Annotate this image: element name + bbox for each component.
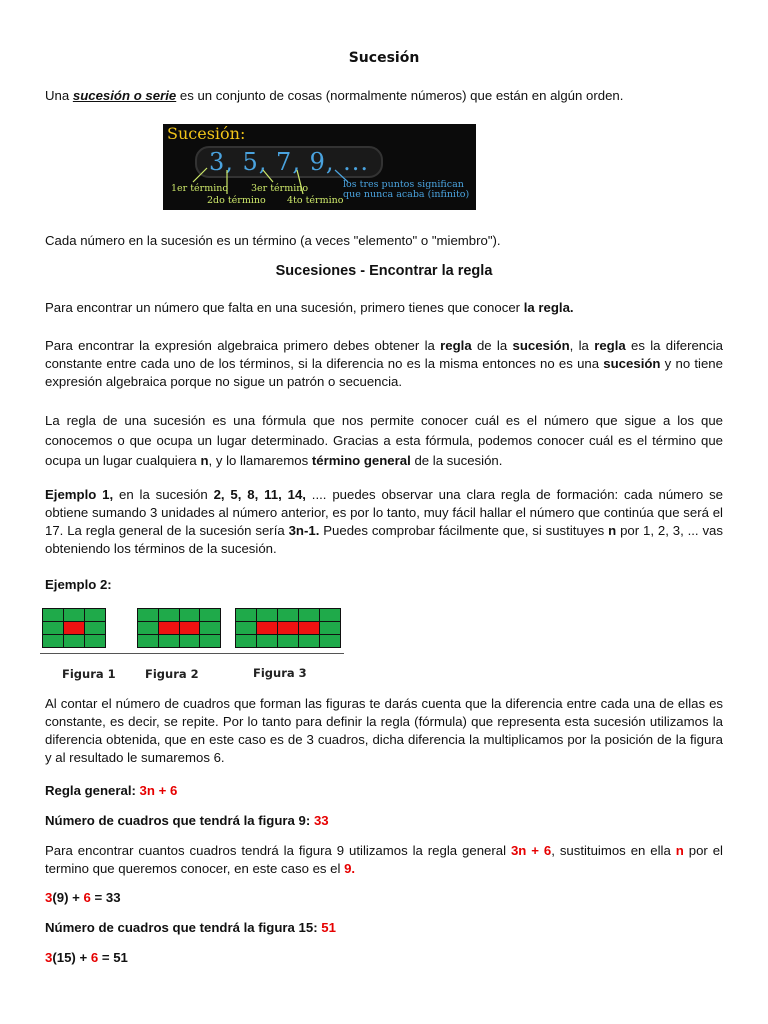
fig9-t2: , sustituimos en ella — [551, 843, 676, 858]
expr-t3: , la — [569, 338, 595, 353]
green-square — [43, 635, 63, 647]
ex1-t1: en la sucesión — [113, 487, 214, 502]
formula-paragraph — [45, 411, 723, 471]
green-square — [236, 622, 256, 634]
formula-t3: de la sucesión. — [410, 453, 503, 468]
expr-t5: y no tiene expresión algebraica porque no sigue un patrón o secuencia. — [45, 356, 723, 389]
green-square — [236, 609, 256, 621]
ex1-b1: Ejemplo 1, — [45, 487, 114, 502]
green-square — [85, 609, 105, 621]
intro-paragraph — [45, 87, 723, 105]
green-square — [159, 635, 179, 647]
green-square — [299, 635, 319, 647]
figure9-paragraph — [45, 842, 723, 878]
formula-b1: n — [200, 453, 209, 468]
green-square — [180, 609, 200, 621]
calc15-d: = 51 — [98, 950, 128, 965]
section-title: Sucesiones - Encontrar la regla — [275, 263, 493, 279]
green-square — [200, 622, 220, 634]
calc9-d: = 33 — [90, 890, 121, 905]
green-square — [64, 635, 84, 647]
ex1-t4: por 1, 2, 3, ... vas obteniendo los términos de la sucesión. — [45, 523, 723, 556]
illustration-note — [343, 180, 469, 200]
fig9-r3: 9. — [344, 861, 356, 876]
green-square — [320, 609, 340, 621]
calc9-c: 6 — [83, 890, 91, 905]
fig9-t3: por el termino que queremos conocer, en este caso es el — [45, 843, 723, 876]
ex1-b3: 3n-1. — [288, 523, 320, 538]
intro-term: sucesión o serie — [72, 88, 177, 103]
label-term-3: 3er término — [251, 183, 309, 194]
red-square — [180, 622, 200, 634]
green-square — [299, 609, 319, 621]
green-square — [138, 622, 158, 634]
green-square — [138, 609, 158, 621]
expr-t1: Para encontrar la expresión algebraica primero debes obtener la — [45, 338, 441, 353]
figure-3-label: Figura 3 — [253, 666, 307, 680]
expr-b3: regla — [594, 338, 626, 353]
ex1-t3: Puedes comprobar fácilmente que, si sustituyes — [319, 523, 609, 538]
q9-label: Número de cuadros que tendrá la figura 9: — [45, 813, 314, 828]
calculation-15 — [45, 949, 723, 967]
expr-b1: regla — [440, 338, 472, 353]
general-rule — [45, 782, 723, 800]
ex1-b4: n — [608, 523, 617, 538]
red-square — [257, 622, 277, 634]
term-paragraph: Cada número en la sucesión es un término (a veces "elemento" o "miembro"). — [45, 233, 501, 248]
green-square — [43, 609, 63, 621]
expr-t2: de la — [471, 338, 513, 353]
count-paragraph: Al contar el número de cuadros que forman las figuras te darás cuenta que la diferencia entre cada una de ellas es constante, es decir, se repite. Por lo tanto para definir la regla (fórmula) que representa esta sucesión utilizamos la diferencia obtenida, que en este caso es de 3 cuadros, dicha diferencia la multiplicamos por la posición de la figura y al resultado le sumaremos 6. — [45, 696, 723, 765]
example1-paragraph — [45, 486, 723, 558]
label-term-4: 4to término — [287, 195, 344, 206]
formula-t2: , y lo llamaremos — [208, 453, 312, 468]
calculation-9 — [45, 889, 723, 907]
green-square — [257, 609, 277, 621]
figure-2-grid — [137, 608, 221, 648]
figures-baseline — [40, 653, 344, 654]
green-square — [200, 609, 220, 621]
q9-value: 33 — [313, 813, 329, 828]
red-square — [299, 622, 319, 634]
figure-1-grid — [42, 608, 106, 648]
expr-b4: sucesión — [603, 356, 661, 371]
green-square — [278, 609, 298, 621]
red-square — [278, 622, 298, 634]
sequence-illustration — [163, 124, 476, 210]
figures-illustration — [40, 600, 344, 690]
intro-pre: Una — [45, 88, 73, 103]
general-rule-label: Regla general: — [45, 783, 140, 798]
label-term-1: 1er término — [171, 183, 229, 194]
example2-title: Ejemplo 2: — [45, 577, 112, 592]
green-square — [64, 609, 84, 621]
expr-t4: es la diferencia constante entre cada uno de los términos, si la diferencia no es la misma entonces no es una — [45, 338, 723, 371]
calc9-a: 3 — [45, 890, 53, 905]
red-square — [159, 622, 179, 634]
fig9-r1: 3n + 6 — [510, 843, 552, 858]
fig9-t1: Para encontrar cuantos cuadros tendrá la figura 9 utilizamos la regla general — [45, 843, 511, 858]
note-line-1: los tres puntos significan — [343, 179, 464, 190]
green-square — [236, 635, 256, 647]
green-square — [138, 635, 158, 647]
figure-2-label: Figura 2 — [145, 667, 199, 681]
green-square — [159, 609, 179, 621]
expr-b2: sucesión — [512, 338, 570, 353]
red-square — [64, 622, 84, 634]
green-square — [180, 635, 200, 647]
formula-b2: término general — [311, 453, 411, 468]
q15-label: Número de cuadros que tendrá la figura 15: — [45, 920, 322, 935]
formula-t1: La regla de una sucesión es una fórmula que nos permite conocer cuál es el número que sigue a los que conocemos o que ocupa un lugar determinado. Gracias a esta fórmula, podemos conocer cuál es el término que ocupa un lugar cualquiera — [45, 413, 723, 468]
label-term-2: 2do término — [207, 195, 266, 206]
calc9-b: (9) + — [52, 890, 84, 905]
green-square — [278, 635, 298, 647]
general-rule-value: 3n + 6 — [139, 783, 178, 798]
green-square — [320, 635, 340, 647]
green-square — [320, 622, 340, 634]
figure-1-label: Figura 1 — [62, 667, 116, 681]
fig9-r2: n — [675, 843, 684, 858]
calc15-a: 3 — [45, 950, 53, 965]
green-square — [85, 635, 105, 647]
illustration-sequence: 3, 5, 7, 9, ... — [195, 146, 383, 178]
calc15-c: 6 — [90, 950, 99, 965]
green-square — [85, 622, 105, 634]
calc15-b: (15) + — [52, 950, 91, 965]
question-figure-15 — [45, 919, 723, 937]
green-square — [257, 635, 277, 647]
green-square — [200, 635, 220, 647]
green-square — [43, 622, 63, 634]
rule-text: Para encontrar un número que falta en una sucesión, primero tienes que conocer — [45, 300, 524, 315]
illustration-heading: Sucesión: — [167, 124, 246, 143]
figure-3-grid — [235, 608, 341, 648]
ex1-b2: 2, 5, 8, 11, 14, — [213, 487, 306, 502]
page-title: Sucesión — [348, 50, 420, 66]
intro-post: es un conjunto de cosas (normalmente números) que están en algún orden. — [176, 88, 624, 103]
note-line-2: que nunca acaba (infinito) — [343, 189, 470, 200]
rule-paragraph — [45, 299, 723, 317]
q15-value: 51 — [321, 920, 336, 935]
expression-paragraph — [45, 337, 723, 391]
rule-bold: la regla. — [523, 300, 574, 315]
ex1-t2: .... puedes observar una clara regla de formación: cada número se obtiene sumando 3 unidades al número anterior, es por lo tanto, muy fácil hallar el número que continúa que será el 17. La regla general de la sucesión sería — [45, 487, 723, 538]
question-figure-9 — [45, 812, 723, 830]
